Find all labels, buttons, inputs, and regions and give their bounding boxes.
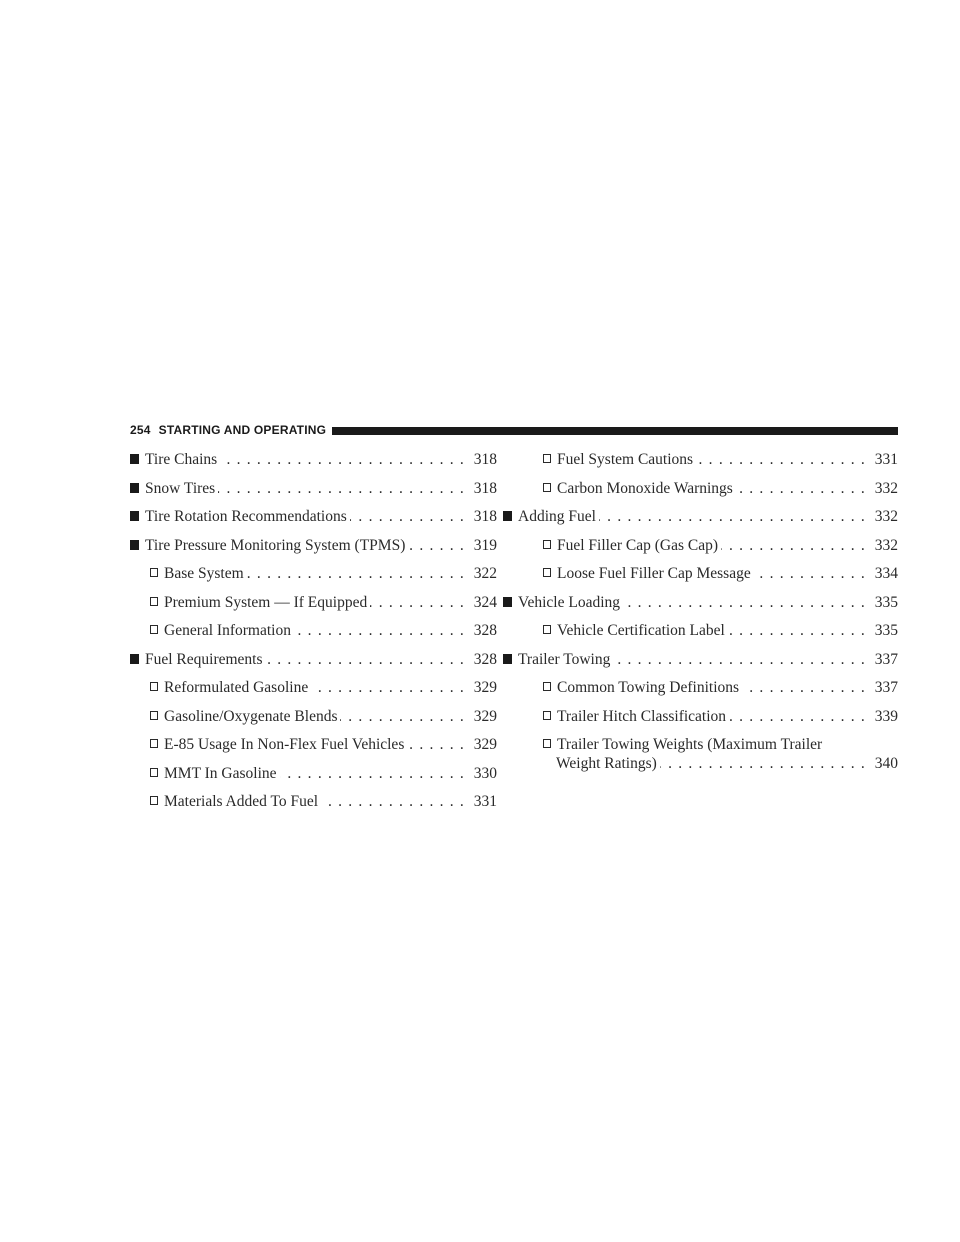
toc-entry-page: 335 (874, 622, 898, 639)
toc-entry[interactable] (130, 450, 497, 469)
toc-subentry[interactable] (130, 621, 497, 640)
toc-entry-title: Tire Chains (145, 451, 218, 468)
toc-entry-title: Loose Fuel Filler Cap Message (557, 565, 751, 582)
open-square-bullet-icon (543, 540, 551, 549)
toc-subentry[interactable] (130, 593, 497, 612)
dot-leader (247, 564, 465, 583)
header-text (130, 423, 326, 437)
open-square-bullet-icon (543, 483, 551, 492)
toc-entry-title: Base System (164, 565, 244, 582)
toc-entry-title: Common Towing Definitions (557, 679, 740, 696)
toc-entry[interactable] (503, 507, 898, 526)
toc-entry-page: 337 (874, 679, 898, 696)
toc-entry-title: Tire Rotation Recommendations (145, 508, 347, 525)
toc-entry-title: Adding Fuel (518, 508, 596, 525)
toc-entry-page: 322 (473, 565, 497, 582)
open-square-bullet-icon (150, 597, 158, 606)
dot-leader (280, 764, 465, 783)
filled-square-bullet-icon (130, 654, 139, 664)
toc-entry-page: 319 (473, 536, 497, 554)
toc-entry[interactable] (130, 650, 497, 669)
filled-square-bullet-icon (503, 597, 512, 607)
toc-entry-page: 328 (473, 622, 497, 639)
open-square-bullet-icon (543, 682, 551, 691)
toc-entry-title: Fuel Filler Cap (Gas Cap) (557, 536, 719, 554)
toc-entry-title: Snow Tires (145, 479, 216, 497)
page-header (130, 421, 898, 441)
toc-entry[interactable] (130, 507, 497, 526)
toc-entry-title: MMT In Gasoline (164, 764, 277, 782)
toc-entry[interactable] (503, 650, 898, 669)
toc-entry-title: Carbon Monoxide Warnings (557, 479, 733, 497)
open-square-bullet-icon (543, 568, 551, 577)
dot-leader (696, 450, 866, 469)
toc-entry-title-line2: Weight Ratings) (556, 755, 657, 772)
toc-entry-page: 339 (874, 707, 898, 725)
dot-leader (728, 621, 866, 640)
toc-subentry[interactable] (130, 735, 497, 754)
header-rule (332, 427, 898, 435)
open-square-bullet-icon (543, 625, 551, 634)
toc-subentry[interactable] (130, 707, 497, 726)
filled-square-bullet-icon (503, 511, 512, 521)
toc-entry[interactable] (130, 479, 497, 498)
toc-entry-title: Fuel System Cautions (557, 451, 694, 468)
dot-leader (599, 507, 866, 526)
dot-leader (321, 792, 465, 811)
toc-entry-title: Materials Added To Fuel (164, 793, 319, 810)
toc-entry-page: 318 (473, 451, 497, 468)
toc-entry-title: Trailer Hitch Classification (557, 707, 727, 725)
toc-entry-page: 318 (473, 508, 497, 525)
dot-leader (218, 479, 465, 498)
toc-subentry[interactable] (523, 621, 898, 640)
open-square-bullet-icon (150, 568, 158, 577)
dot-leader (408, 536, 465, 555)
toc-subentry[interactable] (523, 536, 898, 555)
toc-subentry[interactable] (130, 564, 497, 583)
dot-leader (623, 593, 866, 612)
toc-entry-title: Vehicle Certification Label (557, 622, 725, 639)
dot-leader (660, 754, 866, 773)
toc-right-column (518, 450, 898, 783)
toc-entry-page: 332 (874, 536, 898, 554)
toc-entry-page: 332 (874, 508, 898, 525)
open-square-bullet-icon (150, 768, 158, 777)
toc-entry-page: 324 (473, 593, 497, 611)
open-square-bullet-icon (150, 796, 158, 805)
dot-leader (340, 707, 465, 726)
filled-square-bullet-icon (130, 511, 139, 521)
toc-entry-title: Reformulated Gasoline (164, 679, 309, 696)
toc-entry-page: 328 (473, 650, 497, 668)
toc-entry-page: 329 (473, 707, 497, 725)
toc-subentry[interactable] (523, 450, 898, 469)
filled-square-bullet-icon (130, 540, 139, 550)
toc-entry-page: 334 (874, 565, 898, 582)
toc-entry-page: 340 (874, 755, 898, 772)
dot-leader (613, 650, 866, 669)
toc-entry-page: 329 (473, 736, 497, 753)
open-square-bullet-icon (543, 711, 551, 720)
filled-square-bullet-icon (130, 483, 139, 493)
filled-square-bullet-icon (503, 654, 512, 664)
open-square-bullet-icon (150, 682, 158, 691)
page-number: 254 (130, 423, 151, 437)
toc-subentry[interactable] (130, 792, 497, 811)
toc-entry-title: Trailer Towing (518, 650, 611, 668)
open-square-bullet-icon (543, 739, 551, 748)
dot-leader (407, 735, 465, 754)
toc-entry-page: 329 (473, 679, 497, 696)
toc-subentry[interactable] (523, 678, 898, 697)
section-title: STARTING AND OPERATING (158, 423, 327, 437)
dot-leader (729, 707, 866, 726)
dot-leader (754, 564, 866, 583)
dot-leader (294, 621, 465, 640)
toc-entry-title-line1: Trailer Towing Weights (Maximum Trailer (557, 736, 823, 753)
toc-entry[interactable] (130, 536, 497, 555)
toc-subentry[interactable] (523, 479, 898, 498)
filled-square-bullet-icon (130, 454, 139, 464)
dot-leader (721, 536, 866, 555)
toc-entry-title: Tire Pressure Monitoring System (TPMS) (145, 536, 406, 554)
dot-leader (350, 507, 465, 526)
toc-entry-title: E-85 Usage In Non-Flex Fuel Vehicles (164, 736, 405, 753)
toc-left-column (130, 450, 497, 821)
toc-entry[interactable] (503, 593, 898, 612)
toc-entry-page: 332 (874, 479, 898, 497)
toc-entry-page: 331 (874, 451, 898, 468)
toc-entry-title: General Information (164, 622, 291, 639)
toc-subentry[interactable] (130, 678, 497, 697)
toc-entry-title: Fuel Requirements (145, 650, 263, 668)
toc-entry-page: 330 (473, 764, 497, 782)
toc-entry-title: Vehicle Loading (518, 593, 621, 611)
dot-leader (370, 593, 465, 612)
open-square-bullet-icon (150, 625, 158, 634)
open-square-bullet-icon (150, 711, 158, 720)
toc-entry-title: Premium System — If Equipped (164, 593, 368, 611)
dot-leader (220, 450, 465, 469)
dot-leader (311, 678, 465, 697)
toc-entry-page: 335 (874, 593, 898, 611)
dot-leader (742, 678, 866, 697)
toc-subentry[interactable] (130, 764, 497, 783)
toc-subentry[interactable] (523, 707, 898, 726)
toc-entry-page: 318 (473, 479, 497, 497)
toc-entry-page: 337 (874, 650, 898, 668)
toc-subentry[interactable] (523, 735, 898, 773)
dot-leader (736, 479, 866, 498)
toc-subentry[interactable] (523, 564, 898, 583)
toc-entry-page: 331 (473, 793, 497, 810)
open-square-bullet-icon (150, 739, 158, 748)
dot-leader (266, 650, 465, 669)
open-square-bullet-icon (543, 454, 551, 463)
toc-entry-title: Gasoline/Oxygenate Blends (164, 707, 338, 725)
